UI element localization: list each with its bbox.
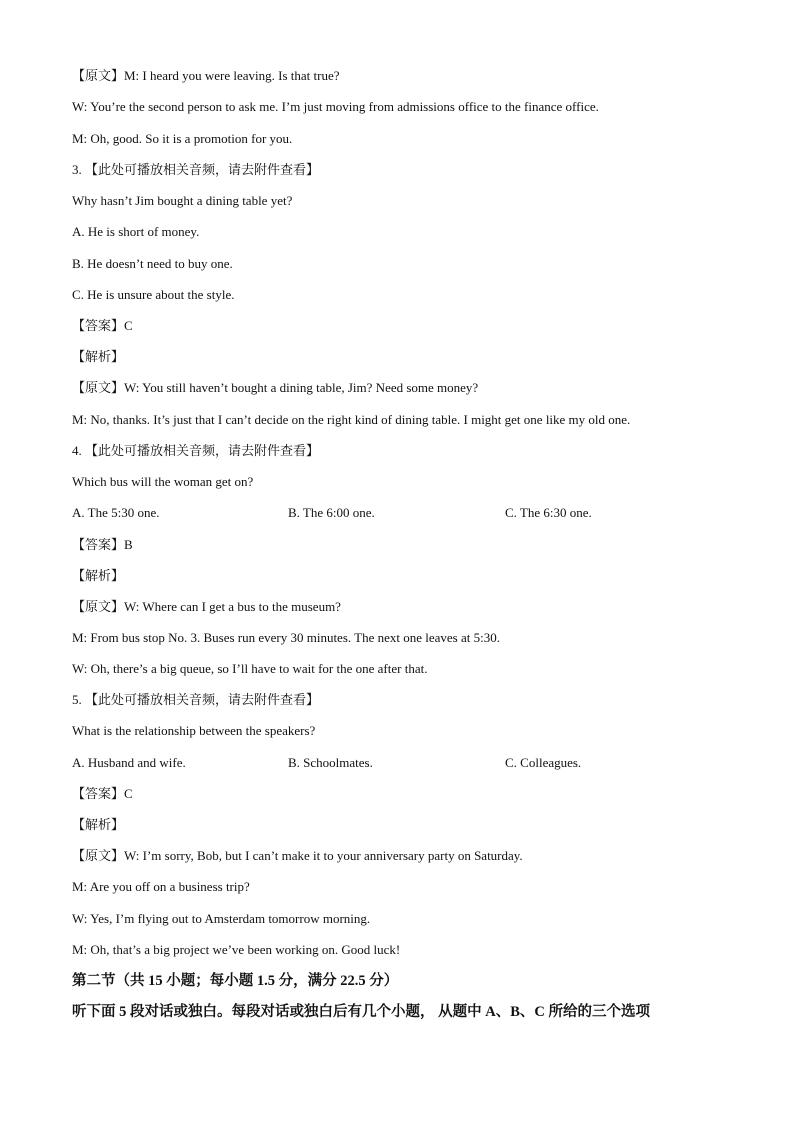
transcript-line: M: From bus stop No. 3. Buses run every 30 minutes. The next one leaves at 5:30. xyxy=(72,630,500,645)
option-c-5: C. Colleagues. xyxy=(505,755,582,770)
question-text-5: What is the relationship between the speakers? xyxy=(72,723,316,738)
transcript-line: 【原文】W: I’m sorry, Bob, but I can’t make it to your anniversary party on Saturday. xyxy=(72,848,523,863)
answer-3: 【答案】C xyxy=(72,318,133,333)
question-number-5: 5. 【此处可播放相关音频，请去附件查看】 xyxy=(72,692,320,707)
answer-4: 【答案】B xyxy=(72,537,133,552)
question-number-3: 3. 【此处可播放相关音频，请去附件查看】 xyxy=(72,162,320,177)
question-text-3: Why hasn’t Jim bought a dining table yet? xyxy=(72,193,293,208)
transcript-line: M: Oh, good. So it is a promotion for you. xyxy=(72,131,293,146)
analysis-label-5: 【解析】 xyxy=(72,817,125,832)
analysis-label-4: 【解析】 xyxy=(72,568,125,583)
option-a-4: A. The 5:30 one. xyxy=(72,505,160,520)
transcript-line: M: Oh, that’s a big project we’ve been working on. Good luck! xyxy=(72,942,401,957)
answer-5: 【答案】C xyxy=(72,786,133,801)
transcript-line: 【原文】W: You still haven’t bought a dining table, Jim? Need some money? xyxy=(72,380,479,395)
transcript-line: W: Oh, there’s a big queue, so I’ll have to wait for the one after that. xyxy=(72,661,428,676)
question-number-4: 4. 【此处可播放相关音频，请去附件查看】 xyxy=(72,443,320,458)
section-instruction: 听下面 5 段对话或独白。每段对话或独白后有几个小题， 从题中 A、B、C 所给的三个选项 xyxy=(72,1004,650,1020)
transcript-line: W: You’re the second person to ask me. I’m just moving from admissions office to the finance office. xyxy=(72,99,599,114)
analysis-label-3: 【解析】 xyxy=(72,349,125,364)
question-text-4: Which bus will the woman get on? xyxy=(72,474,254,489)
option-c-4: C. The 6:30 one. xyxy=(505,505,592,520)
transcript-line: M: Are you off on a business trip? xyxy=(72,879,250,894)
transcript-line: M: No, thanks. It’s just that I can’t decide on the right kind of dining table. I might get one like my old one. xyxy=(72,412,631,427)
option-b-4: B. The 6:00 one. xyxy=(288,505,375,520)
option-b-3: B. He doesn’t need to buy one. xyxy=(72,256,233,271)
option-b-5: B. Schoolmates. xyxy=(288,755,373,770)
option-c-3: C. He is unsure about the style. xyxy=(72,287,235,302)
transcript-line: 【原文】M: I heard you were leaving. Is that true? xyxy=(72,68,340,83)
option-a-3: A. He is short of money. xyxy=(72,224,200,239)
transcript-line: 【原文】W: Where can I get a bus to the museum? xyxy=(72,599,341,614)
option-a-5: A. Husband and wife. xyxy=(72,755,186,770)
transcript-line: W: Yes, I’m flying out to Amsterdam tomorrow morning. xyxy=(72,911,371,926)
section-heading: 第二节（共 15 小题；每小题 1.5 分，满分 22.5 分） xyxy=(72,973,399,989)
